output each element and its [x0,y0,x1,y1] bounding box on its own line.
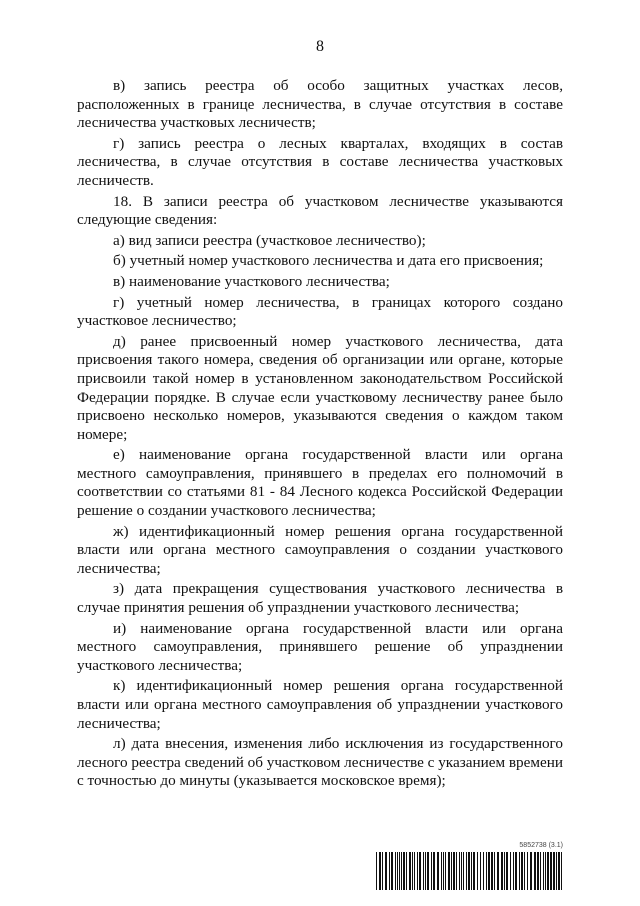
document-code: 5852738 (3.1) [519,842,563,849]
paragraph-g-forestry-number: г) учетный номер лесничества, в границах которого создано участковое лесничество; [77,293,563,330]
paragraph-b-registration-number: б) учетный номер участкового лесничества и дата его присвоения; [113,252,544,270]
paragraph-v-protective-areas: в) запись реестра об особо защитных участках лесов, расположенных в границе лесничества, в случае отсутствия в составе лесничества участковых лесничеств; [77,77,563,132]
paragraph-18-heading: 18. В записи реестра об участковом лесничестве указываются следующие сведения: [77,192,563,229]
paragraph-g-forest-quarters: г) запись реестра о лесных кварталах, входящих в состав лесничества, в случае отсутствия в составе лесничества участковых лесничеств. [77,134,563,189]
paragraph-k-abolition-decision-id: к) идентификационный номер решения органа государственной власти или органа местного самоуправления об упразднении участкового лесничества; [77,677,563,732]
paragraph-a-record-type: а) вид записи реестра (участковое лесничество); [113,231,426,249]
paragraph-i-abolishing-authority: и) наименование органа государственной власти или органа местного самоуправления, принявшего решение об упразднении участкового лесничества; [77,619,563,674]
paragraph-z-termination-date: з) дата прекращения существования участкового лесничества в случае принятия решения об упразднении участкового лесничества; [77,580,563,617]
paragraph-v-name: в) наименование участкового лесничества; [113,272,390,290]
paragraph-d-previous-number: д) ранее присвоенный номер участкового лесничества, дата присвоения такого номера, сведения об организации или органе, которые присвоили такой номер в установленном законодательством Российской Федерации порядке. В случае если участковому лесничеству ранее было присвоено несколько номеров, указываются сведения о каждом таком номере; [77,332,563,443]
barcode-image [376,852,564,890]
document-body [77,77,563,793]
page-number: 8 [316,38,324,55]
paragraph-l-entry-date: л) дата внесения, изменения либо исключения из государственного лесного реестра сведений об участковом лесничестве с указанием времени с точностью до минуты (указывается московское время); [77,735,563,790]
paragraph-zh-creation-decision-id: ж) идентификационный номер решения органа государственной власти или органа местного самоуправления о создании участкового лесничества; [77,522,563,577]
paragraph-e-authority-name: е) наименование органа государственной власти или органа местного самоуправления, принявшего в пределах его полномочий в соответствии со статьями 81 - 84 Лесного кодекса Российской Федерации решение о создании участкового лесничества; [77,446,563,520]
